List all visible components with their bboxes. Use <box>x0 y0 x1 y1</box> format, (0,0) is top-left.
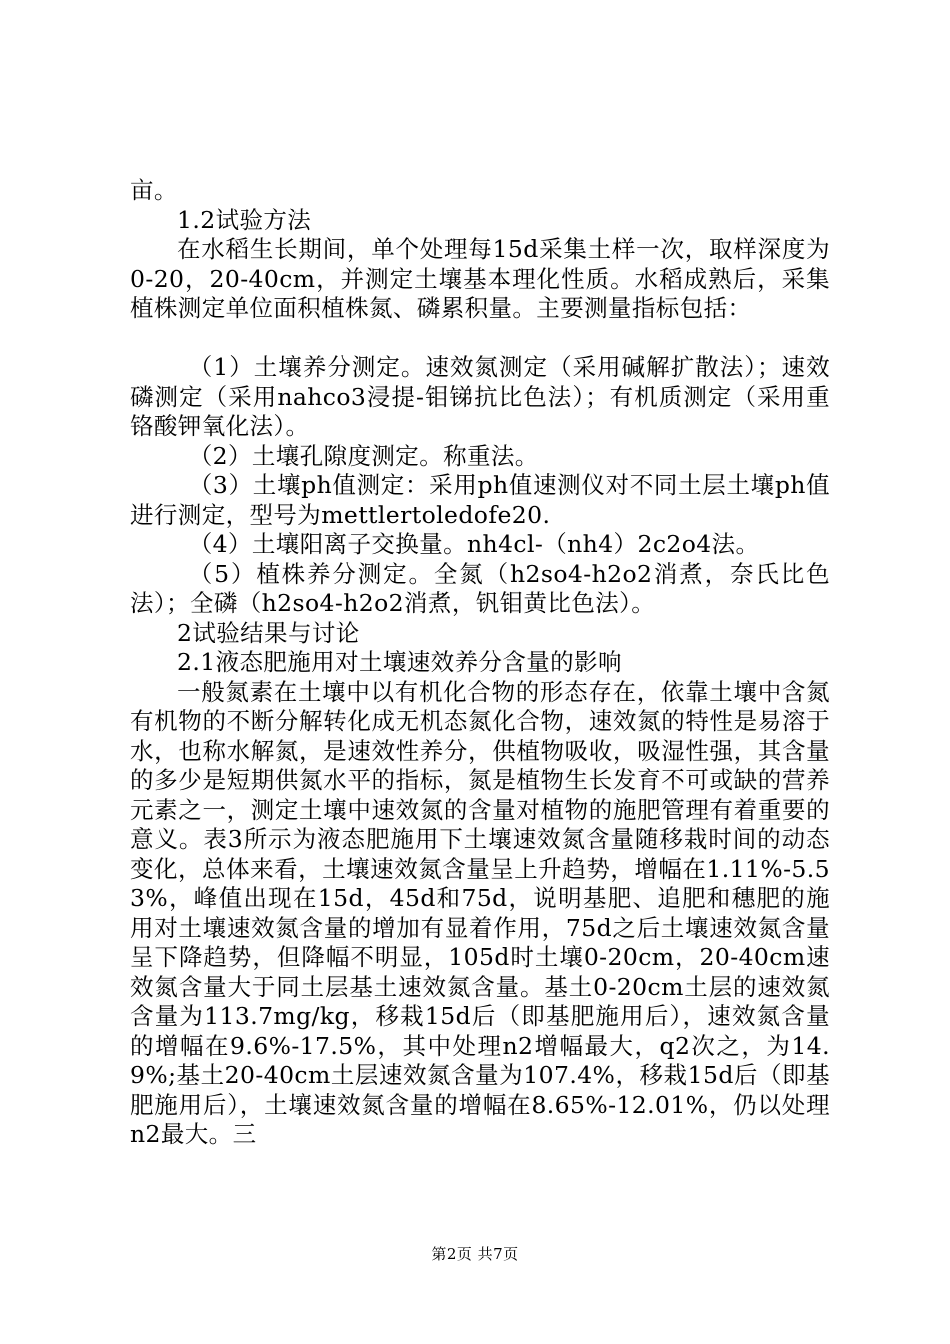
section-heading-2-1: 2.1液态肥施用对土壤速效养分含量的影响 <box>177 648 622 676</box>
paragraph-spacer <box>130 324 830 354</box>
page-footer: 第2页 共7页 <box>431 1245 519 1263</box>
list-item-1: （1）土壤养分测定。速效氮测定（采用碱解扩散法）；速效磷测定（采用nahco3浸提-钼锑抗比色法）；有机质测定（采用重铬酸钾氧化法）。 <box>130 353 830 440</box>
list-item-5: （5）植株养分测定。全氮（h2so4-h2o2消煮，奈氏比色法）；全磷（h2so4-h2o2消煮，钒钼黄比色法）。 <box>130 559 830 617</box>
paragraph-continuation: 亩。 <box>130 176 178 204</box>
paragraph-methods: 在水稻生长期间，单个处理每15d采集土样一次，取样深度为0-20，20-40cm，并测定土壤基本理化性质。水稻成熟后，采集植株测定单位面积植株氮、磷累积量。主要测量指标包括： <box>130 235 830 322</box>
section-heading-1-2: 1.2试验方法 <box>177 205 312 234</box>
body-text <box>130 176 830 1150</box>
section-heading-2: 2试验结果与讨论 <box>177 618 360 647</box>
paragraph-results: 一般氮素在土壤中以有机化合物的形态存在，依靠土壤中含氮有机物的不断分解转化成无机态氮化合物，速效氮的特性是易溶于水，也称水解氮，是速效性养分，供植物吸收，吸湿性强，其含量的多少是短期供氮水平的指标，氮是植物生长发育不可或缺的营养元素之一，测定土壤中速效氮的含量对植物的施肥管理有着重要的意义。表3所示为液态肥施用下土壤速效氮含量随移栽时间的动态变化，总体来看，土壤速效氮含量呈上升趋势，增幅在1.11%-5.53%，峰值出现在15d，45d和75d，说明基肥、追肥和穗肥的施用对土壤速效氮含量的增加有显着作用，75d之后土壤速效氮含量呈下降趋势，但降幅不明显，105d时土壤0-20cm，20-40cm速效氮含量大于同土层基土速效氮含量。基土0-20cm土层的速效氮含量为113.7mg/kg，移栽15d后（即基肥施用后），速效氮含量的增幅在9.6%-17.5%，其中处理n2增幅最大，q2次之，为14.9%;基土20-40cm土层速效氮含量为107.4%，移栽15d后（即基肥施用后），土壤速效氮含量的增幅在8.65%-12.01%，仍以处理n2最大。三 <box>130 677 830 1148</box>
list-item-2: （2）土壤孔隙度测定。称重法。 <box>188 441 539 470</box>
list-item-3: （3）土壤ph值测定：采用ph值速测仪对不同土层土壤ph值进行测定，型号为mettlertoledofe20. <box>130 471 830 529</box>
list-item-4: （4）土壤阳离子交换量。nh4cl-（nh4）2c2o4法。 <box>188 530 760 558</box>
